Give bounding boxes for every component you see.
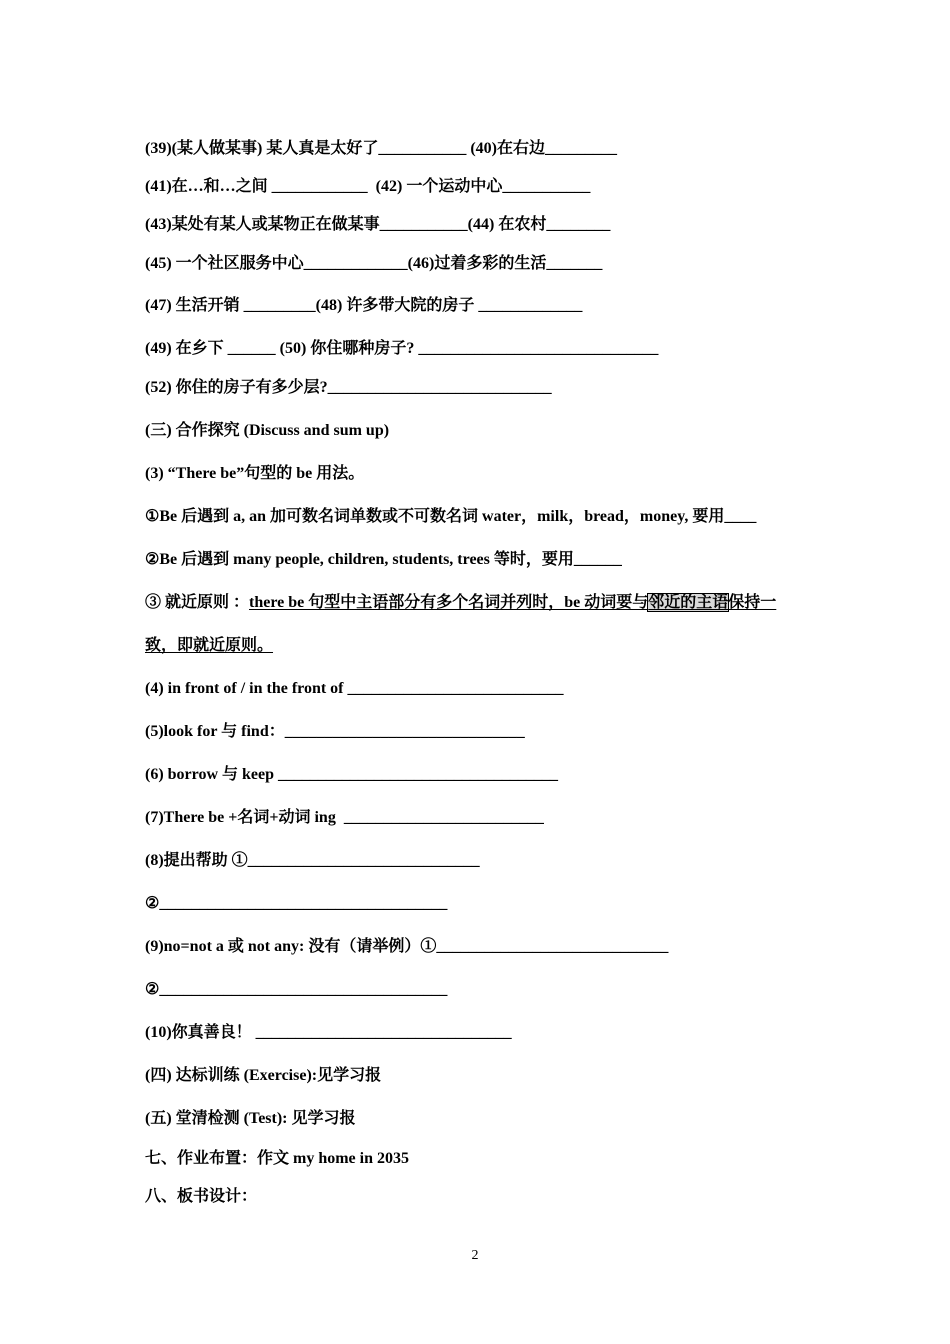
rule-2: ②Be 后遇到 many people, children, students, trees 等时，要用______: [145, 551, 622, 568]
item-7: (7)There be +名词+动词 ing _________________________: [145, 809, 544, 826]
line-52: (52) 你住的房子有多少层?____________________________: [145, 379, 552, 396]
item-8-second: ②____________________________________: [145, 895, 448, 912]
item-9-second: ②____________________________________: [145, 981, 448, 998]
section-heading-8: 八、板书设计：: [145, 1188, 258, 1205]
line-45-46: (45) 一个社区服务中心_____________(46)过着多彩的生活_______: [145, 255, 603, 272]
page-number: 2: [471, 1248, 479, 1263]
line-39-40: (39)(某人做某事) 某人真是太好了___________ (40)在右边_________: [145, 140, 617, 157]
line-43-44: (43)某处有某人或某物正在做某事___________(44) 在农村________: [145, 216, 611, 233]
item-5: (5)look for 与 find：______________________________: [145, 723, 525, 740]
item-8: (8)提出帮助 ①_____________________________: [145, 852, 480, 869]
line-41-42: (41)在…和…之间 ____________ (42) 一个运动中心___________: [145, 178, 591, 195]
section-heading-4: (四) 达标训练 (Exercise):见学习报: [145, 1067, 382, 1084]
item-10: (10)你真善良！ ________________________________: [145, 1024, 512, 1041]
line-49-50: (49) 在乡下 ______ (50) 你住哪种房子? ______________________________: [145, 340, 659, 357]
rule-3-continuation: [145, 636, 273, 656]
rule-3-highlight: 邻近的主语: [648, 594, 729, 611]
section-heading-7: 七、作业布置：作文 my home in 2035: [145, 1150, 410, 1167]
section-heading-3: (三) 合作探究 (Discuss and sum up): [145, 422, 390, 439]
rule-1: ①Be 后遇到 a, an 加可数名词单数或不可数名词 water，milk，bread，money, 要用____: [145, 508, 757, 525]
section-heading-5: (五) 堂清检测 (Test): 见学习报: [145, 1110, 356, 1127]
rule-3-continuation-text: 致，即就近原则。: [145, 637, 274, 654]
item-6: (6) borrow 与 keep ___________________________________: [145, 766, 559, 783]
item-4: (4) in front of / in the front of ___________________________: [145, 680, 564, 697]
item-3-heading: (3) “There be”句型的 be 用法。: [145, 465, 365, 482]
rule-3-underlined-1: there be 句型中主语部分有多个名词并列时，be 动词要与: [249, 594, 649, 611]
line-47-48: (47) 生活开销 _________(48) 许多带大院的房子 _____________: [145, 297, 583, 314]
rule-3: [145, 593, 776, 613]
rule-3-underlined-2: 保持一: [728, 594, 777, 611]
item-9: (9)no=not a 或 not any: 没有（请举例）①_____________________________: [145, 938, 669, 955]
rule-3-prefix: ③ 就近原则 ：: [145, 594, 250, 611]
